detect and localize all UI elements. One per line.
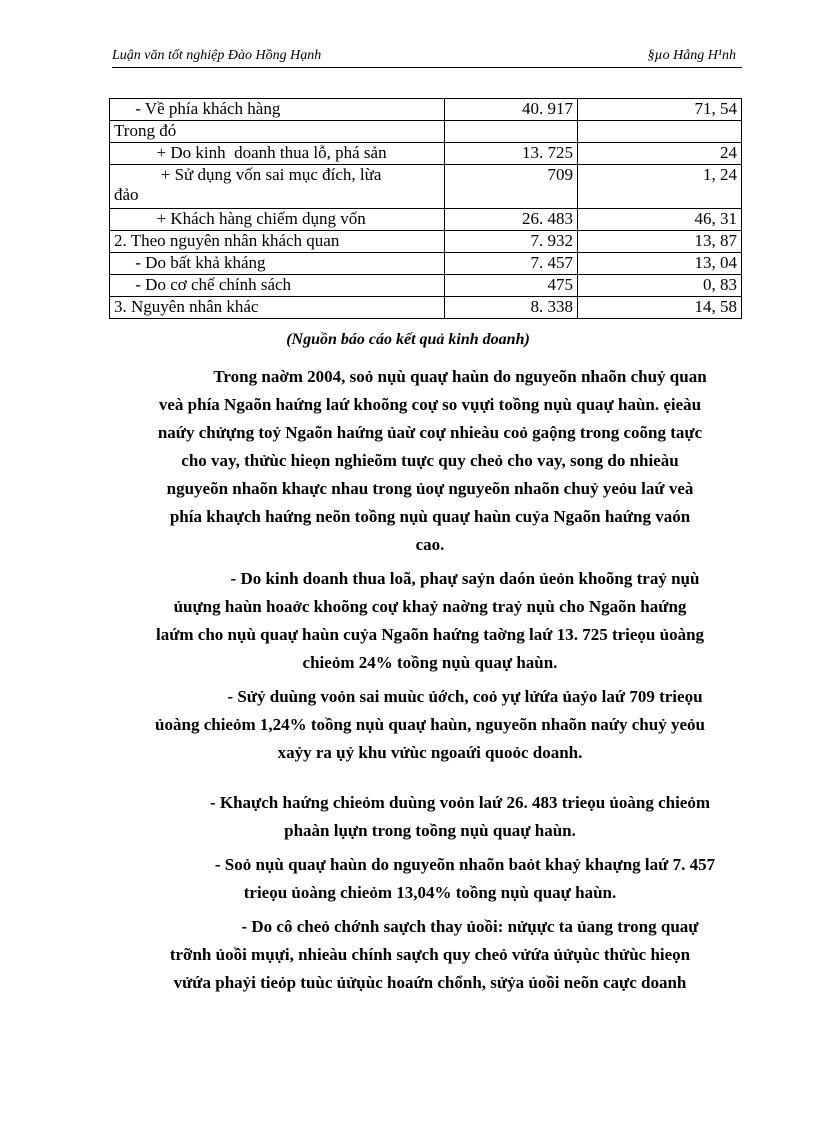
header-right: §µo Hång H¹nh (647, 48, 736, 63)
header-rule (112, 67, 742, 68)
bad-debt-table (109, 98, 742, 319)
page-header (112, 48, 742, 68)
header-left: Luận văn tốt nghiệp Đào Hồng Hạnh (112, 48, 322, 63)
table-row: 3. Nguyên nhân khác 8. 338 14, 58 (110, 297, 742, 319)
table-row: - Do bất khả kháng 7. 457 13, 04 (110, 253, 742, 275)
source-note: (Nguồn báo cáo kết quả kinh doanh) (286, 331, 530, 348)
paragraph-4: - Khaựch haứng chieỏm duùng voỏn laứ 26. 483 trieọu ủoàng chieỏm phaàn lụựn trong toồng nụù quaự haùn. (209, 793, 711, 840)
table-row: - Do cơ chế chính sách 475 0, 83 (110, 275, 742, 297)
table-row: + Sử dụng vốn sai mục đích, lừa đảo 709 1, 24 (110, 165, 742, 209)
paragraph-6: - Do cô cheỏ chớnh saựch thay ủoồi: nửụực ta ủang trong quaự trỡnh ủoồi mụựi, nhieàu chính saựch quy cheỏ vửứa ủửụùc thửùc hieọn vửứa phaỷi tieỏp tuùc ủửụùc hoaứn chổnh, sửỷa ủoồi neõn caực doanh (169, 917, 699, 992)
table-row: + Do kinh doanh thua lỗ, phá sản 13. 725 24 (110, 143, 742, 165)
table-row: + Khách hàng chiếm dụng vốn 26. 483 46, 31 (110, 209, 742, 231)
paragraph-5: - Soỏ nụù quaự haùn do nguyeõn nhaõn baỏt khaỷ khaựng laứ 7. 457 trieọu ủoàng chieỏm 13,04% toồng nụù quaự haùn. (214, 855, 716, 902)
paragraph-2: - Do kinh doanh thua loã, phaự saỷn daón ủeỏn khoõng traỷ nụù ủuựng haùn hoaởc khoõng coự khaỷ naờng traỷ nụù cho Ngaõn haứng laứm cho nụù quaự haùn cuỷa Ngaõn haứng taờng laứ 13. 725 trieọu ủoàng chieỏm 24% toồng nụù quaự haùn. (155, 569, 705, 672)
paragraph-3: - Sửỷ duùng voỏn sai muùc ủớch, coỏ yự lửứa ủaỷo laứ 709 trieọu ủoàng chieỏm 1,24% toồng nụù quaự haùn, nguyeõn nhaõn naứy chuỷ yeỏu xaỷy ra ụỷ khu vửùc ngoaứi quoỏc doanh. (155, 687, 705, 762)
table-row: 2. Theo nguyên nhân khách quan 7. 932 13, 87 (110, 231, 742, 253)
table-cell-label: + Sử dụng vốn sai mục đích, lừa đảo (110, 165, 445, 209)
paragraph-1: Trong naờm 2004, soỏ nụù quaự haùn do nguyeõn nhaõn chuỷ quan veà phía Ngaõn haứng laứ khoõng coự so vụựi toồng nụù quaự haùn. ẹieàu naứy chửựng toỷ Ngaõn haứng ủaừ coự nhieàu coỏ gaộng trong coõng taực cho vay, thửùc hieọn nghieõm tuực quy cheỏ cho vay, song do nhieàu nguyeõn nhaõn khaực nhau trong ủoự nguyeõn nhaõn chuỷ yeỏu laứ veà phía khaựch haứng neõn toồng nụù quaự haùn cuỷa Ngaõn haứng vaón cao. (157, 367, 707, 554)
table-row: - Về phía khách hàng 40. 917 71, 54 (110, 99, 742, 121)
table-row: Trong đó (110, 121, 742, 143)
